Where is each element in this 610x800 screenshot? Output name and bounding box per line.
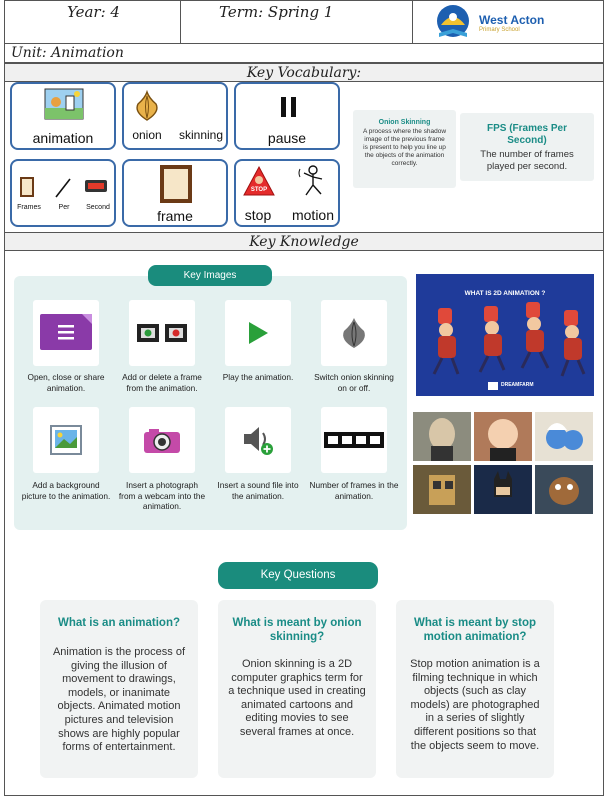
question-card-3	[396, 600, 554, 778]
key-image-caption-2: Add or delete a frame from the animation.	[122, 372, 202, 393]
key-image-add-delete-frame	[129, 300, 195, 366]
vocab-frames-label: Frames	[17, 204, 41, 211]
dreamfarm-brand: DREAMFARM	[501, 382, 534, 388]
vocab-card-onion-skinning	[122, 82, 228, 150]
school-crest-icon	[433, 3, 473, 43]
question-3-title: What is meant by stop motion animation?	[413, 617, 537, 643]
cartoon-characters-illustration	[422, 298, 588, 382]
key-image-menu	[33, 300, 99, 366]
key-image-play	[225, 300, 291, 366]
vocab-motion-label: motion	[291, 207, 335, 223]
dreamfarm-logo-icon	[488, 382, 498, 390]
collage-tile-5	[474, 465, 532, 514]
character-portrait-icon	[413, 412, 471, 461]
vocab-card-pause	[234, 82, 340, 150]
key-images-title: Key Images	[148, 265, 272, 286]
key-image-caption-5: Add a background picture to the animation.	[21, 480, 111, 501]
smurf-character-icon	[535, 412, 593, 461]
baby-character-icon	[474, 412, 532, 461]
definition-onion-skinning	[353, 110, 456, 188]
question-2-answer: Onion skinning is a 2D computer graphics term for a technique used in creating animated cartoons and editing movies to see several frames at once.	[228, 658, 366, 738]
key-image-onion	[321, 300, 387, 366]
term-label: Term: Spring 1	[181, 1, 413, 43]
definition-fps	[460, 113, 594, 181]
vocab-stop-label: stop	[244, 207, 272, 223]
onion-icon	[340, 316, 368, 350]
question-1-answer: Animation is the process of giving the illusion of movement to drawings, models, or inanimate objects. Animated motion pictures and television shows are highly popular forms of entertainment.	[52, 646, 186, 754]
key-image-caption-7: Insert a sound file into the animation.	[217, 480, 299, 501]
2d-animation-image	[416, 274, 594, 396]
definition-fps-title: FPS (Frames Per Second)	[486, 123, 568, 146]
vocab-card-stop-motion	[234, 159, 340, 227]
question-card-1	[40, 600, 198, 778]
slash-icon	[54, 177, 72, 199]
question-card-2	[218, 600, 376, 778]
knowledge-heading: Key Knowledge	[4, 232, 604, 251]
collage-tile-2	[474, 412, 532, 461]
vocab-skinning-label: skinning	[178, 128, 224, 142]
definition-onion-title: Onion Skinning	[378, 119, 431, 126]
bat-character-icon	[474, 465, 532, 514]
vocab-onion-label: onion	[132, 128, 162, 142]
school-subtitle: Primary School	[479, 27, 520, 33]
vocab-card-fps	[10, 159, 116, 227]
animation-icon	[44, 88, 84, 120]
definition-fps-text: The number of frames played per second.	[480, 149, 574, 172]
collage-tile-6	[535, 465, 593, 514]
vocab-frame-label: frame	[157, 208, 193, 224]
collage-tile-4	[413, 465, 471, 514]
2d-animation-title: WHAT IS 2D ANIMATION ?	[464, 290, 546, 297]
film-strip-icon	[324, 432, 384, 448]
digital-clock-icon	[84, 179, 108, 193]
stop-sign-text: STOP	[250, 187, 268, 193]
year-label: Year: 4	[5, 1, 181, 43]
vocab-second-label: Second	[86, 204, 110, 211]
collage-tile-3	[535, 412, 593, 461]
robot-character-icon	[413, 465, 471, 514]
question-2-title: What is meant by onion skinning?	[232, 617, 362, 643]
key-image-caption-8: Number of frames in the animation.	[309, 480, 399, 501]
background-picture-icon	[50, 425, 82, 455]
collage-tile-1	[413, 412, 471, 461]
question-3-answer: Stop motion animation is a filming technique in which objects (such as clay models) are photographed in a series of slightly different positions so that the objects seem to move.	[410, 658, 540, 752]
picture-frame-icon	[160, 165, 192, 203]
vocab-per-label: Per	[58, 204, 70, 211]
unit-title: Unit: Animation	[4, 44, 604, 63]
vocab-animation-label: animation	[32, 130, 94, 146]
add-delete-frame-icon	[136, 322, 188, 344]
stop-sign-icon	[242, 165, 276, 197]
school-logo	[413, 1, 603, 43]
question-1-title: What is an animation?	[57, 617, 181, 629]
animal-character-icon	[535, 465, 593, 514]
key-image-background	[33, 407, 99, 473]
sound-file-icon	[241, 423, 275, 457]
header-row	[4, 0, 604, 44]
pause-icon	[279, 96, 299, 118]
key-image-sound	[225, 407, 291, 473]
vocab-card-animation	[10, 82, 116, 150]
vocabulary-heading: Key Vocabulary:	[4, 63, 604, 82]
key-image-film-strip	[321, 407, 387, 473]
webcam-icon	[142, 427, 182, 455]
key-questions-title: Key Questions	[218, 562, 378, 589]
vocab-pause-label: pause	[267, 130, 307, 146]
school-name: West Acton	[479, 13, 545, 27]
stick-figure-icon	[298, 165, 328, 197]
menu-icon	[38, 312, 94, 352]
key-image-caption-4: Switch onion skinning on or off.	[314, 372, 394, 393]
onion-icon	[132, 90, 162, 122]
play-icon	[246, 320, 270, 346]
vocab-card-frame	[122, 159, 228, 227]
definition-onion-text: A process where the shadow image of the previous frame is present to help you line up the objects of the animation correctly.	[362, 128, 447, 167]
key-image-caption-3: Play the animation.	[222, 372, 294, 382]
key-image-webcam	[129, 407, 195, 473]
key-image-caption-1: Open, close or share animation.	[27, 372, 105, 393]
key-image-caption-6: Insert a photograph from a webcam into the animation.	[118, 480, 206, 511]
frame-small-icon	[20, 177, 34, 197]
